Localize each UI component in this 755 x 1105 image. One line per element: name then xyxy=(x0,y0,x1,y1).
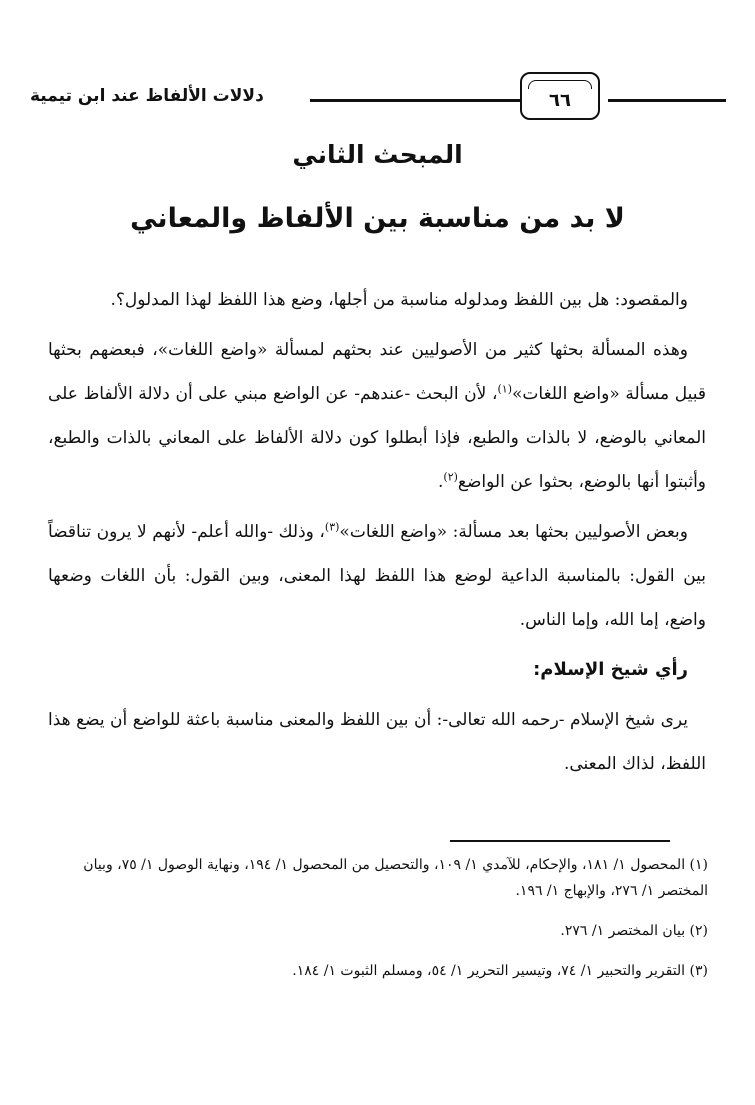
header-rule-right xyxy=(608,99,726,102)
page-number-frame xyxy=(520,72,600,120)
paragraph-2-part-b: ، لأن البحث -عندهم- عن الواضع مبني على أن دلالة الألفاظ على المعاني بالوضع، لا بالذات والطبع، فإذا أبطلوا كون دلالة الألفاظ على المعاني بالذات والطبع، وأثبتوا أنها بالوضع، بحثوا عن الواضع xyxy=(48,384,706,492)
paragraph-4: يرى شيخ الإسلام -رحمه الله تعالى-: أن بين اللفظ والمعنى مناسبة باعثة للواضع أن يضع هذا اللفظ، لذاك المعنى. xyxy=(48,710,706,774)
page-number: ٦٦ xyxy=(549,89,571,111)
footnote-ref-1[interactable]: (١) xyxy=(497,382,512,396)
paragraph-3-part-a: وبعض الأصوليين بحثها بعد مسألة: «واضع اللغات» xyxy=(339,522,688,542)
paragraph-1: والمقصود: هل بين اللفظ ومدلوله مناسبة من أجلها، وضع هذا اللفظ لهذا المدلول؟. xyxy=(110,290,688,310)
paragraph-2-part-a: وهذه المسألة بحثها كثير من الأصوليين عند بحثهم لمسألة «واضع اللغات»، فبعضهم بحثها قبيل مسألة «واضع اللغات» xyxy=(48,340,706,404)
section-subtitle: لا بد من مناسبة بين الألفاظ والمعاني xyxy=(130,203,625,234)
section-title: المبحث الثاني xyxy=(292,140,463,169)
body-text xyxy=(48,278,706,792)
header-rule-left xyxy=(310,99,540,102)
subheading: رأي شيخ الإسلام: xyxy=(533,659,688,680)
paragraph-3 xyxy=(48,510,706,642)
footnotes xyxy=(48,852,708,998)
footnote-1: (١) المحصول ١/ ١٨١، والإحكام، للآمدي ١/ ١٠٩، والتحصيل من المحصول ١/ ١٩٤، ونهاية الوصول ١/ ٧٥، وبيان المختصر ١/ ٢٧٦، والإبهاج ١/ ١٩٦. xyxy=(83,857,708,899)
footnote-ref-3[interactable]: (٣) xyxy=(324,520,340,534)
running-title: دلالات الألفاظ عند ابن تيمية xyxy=(30,86,264,106)
footnote-separator xyxy=(450,840,670,842)
footnote-3: (٣) التقرير والتحبير ١/ ٧٤، وتيسير التحرير ١/ ٥٤، ومسلم الثبوت ١/ ١٨٤. xyxy=(292,963,708,979)
paragraph-2-part-c: . xyxy=(438,472,444,492)
paragraph-2 xyxy=(48,328,706,504)
paragraph-3-part-b: ، وذلك -والله أعلم- لأنهم لا يرون تناقضاً بين القول: بالمناسبة الداعية لوضع هذا اللفظ لهذا المعنى، وبين القول: بأن اللغات وضعها واضع، إما الله، وإما الناس. xyxy=(48,522,706,630)
footnote-2: (٢) بيان المختصر ١/ ٢٧٦. xyxy=(560,923,708,939)
page-header xyxy=(30,80,730,120)
footnote-ref-2[interactable]: (٢) xyxy=(443,470,458,484)
